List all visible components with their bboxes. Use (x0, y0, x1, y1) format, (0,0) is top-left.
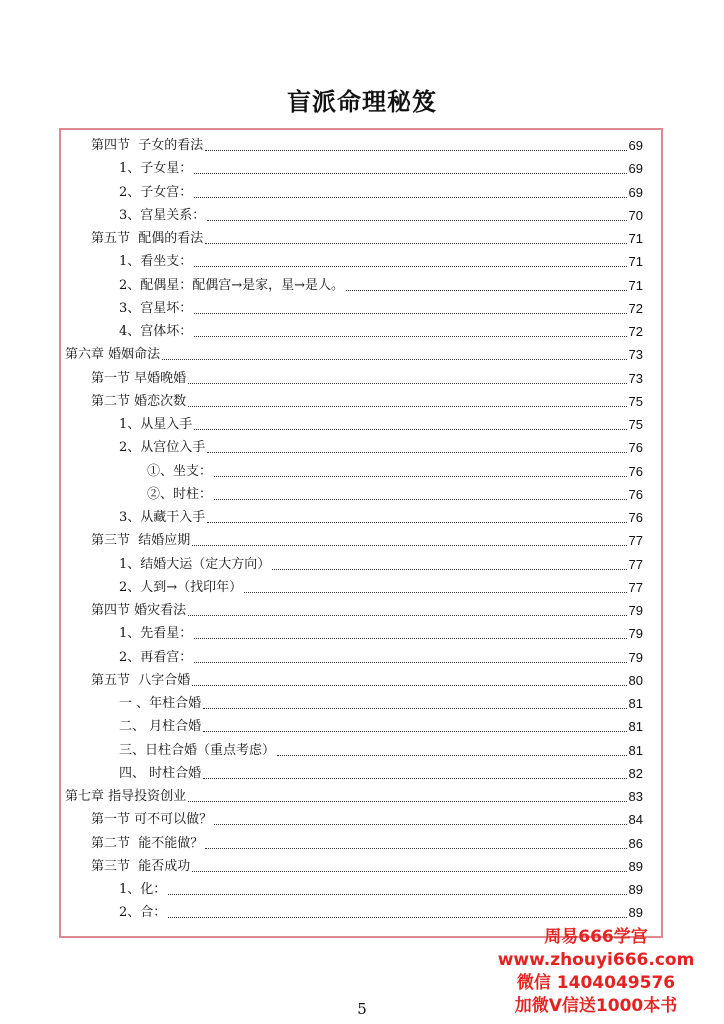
toc-leader-dots (162, 359, 626, 360)
watermark-line-2: www.zhouyi666.com (497, 950, 695, 970)
toc-entry-page: 71 (628, 277, 643, 293)
toc-leader-dots (207, 452, 626, 453)
watermark-line-3: 微信 1404049576 (516, 973, 676, 993)
toc-entry-label: 2、子女宫： (119, 184, 193, 200)
toc-leader-dots (203, 708, 626, 709)
toc-entry-page: 79 (628, 626, 643, 642)
toc-entry[interactable] (91, 855, 643, 875)
toc-leader-dots (214, 476, 627, 477)
toc-entry-label: 第四节 子女的看法 (91, 138, 204, 153)
toc-entry-page: 69 (628, 138, 643, 153)
toc-entry[interactable] (119, 762, 643, 782)
watermark-line-1: 周易666学宫 (544, 927, 648, 947)
toc-entry[interactable] (91, 529, 643, 549)
toc-entry-page: 81 (628, 719, 643, 735)
toc-entry-label: 第五节 配偶的看法 (91, 231, 204, 246)
toc-entry-label: 第一节 早婚晚婚 (91, 370, 187, 386)
toc-leader-dots (194, 638, 626, 639)
toc-entry-page: 72 (628, 324, 643, 339)
watermark-line-4: 加微V信送1000本书 (514, 996, 678, 1016)
toc-entry-label: ①、坐支： (147, 463, 213, 479)
toc-leader-dots (194, 197, 626, 198)
toc-entry-page: 79 (628, 603, 643, 618)
toc-entry-page: 71 (628, 231, 643, 246)
toc-entry[interactable] (91, 669, 643, 689)
toc-entry-page: 72 (628, 300, 643, 316)
toc-entry[interactable] (91, 367, 643, 387)
toc-entry-label: 2、合： (119, 905, 167, 921)
toc-entry-page: 83 (628, 789, 643, 804)
toc-leader-dots (277, 755, 627, 756)
toc-entry-label: 第五节 八字合婚 (91, 672, 191, 688)
toc-entry-label: 第六章 婚姻命法 (65, 347, 161, 363)
toc-leader-dots (205, 848, 626, 849)
toc-entry-label: 1、看坐支： (119, 254, 193, 270)
toc-entry[interactable] (119, 297, 643, 317)
toc-entry-label: 3、宫星关系： (119, 207, 206, 223)
toc-entry-label: 第二节 婚恋次数 (91, 393, 187, 409)
toc-entry-page: 69 (628, 184, 643, 200)
toc-leader-dots (203, 778, 626, 779)
toc-entry-page: 71 (628, 254, 643, 270)
toc-entry-page: 75 (628, 417, 643, 432)
toc-entry-page: 79 (628, 649, 643, 665)
toc-leader-dots (192, 685, 626, 686)
toc-entry-label: 1、子女星： (119, 161, 193, 177)
toc-entry[interactable] (119, 204, 643, 224)
toc-entry[interactable] (91, 227, 643, 247)
toc-entry[interactable] (91, 808, 643, 828)
toc-entry-label: 2、从宫位入手 (119, 440, 206, 456)
toc-entry-label: 2、配偶星：配偶宫→是家，星→是人。 (119, 277, 345, 293)
toc-leader-dots (188, 615, 626, 616)
toc-leader-dots (188, 383, 626, 384)
toc-entry-label: 3、宫星坏： (119, 300, 193, 316)
toc-leader-dots (194, 336, 626, 337)
toc-entry[interactable] (119, 715, 643, 735)
toc-entry-label: 三、日柱合婚（重点考虑） (119, 742, 276, 758)
toc-entry-page: 73 (628, 347, 643, 363)
toc-leader-dots (194, 173, 626, 174)
toc-leader-dots (214, 499, 627, 500)
toc-entry-label: 4、宫体坏： (119, 324, 193, 339)
toc-entry-label: ②、时柱： (147, 486, 213, 502)
toc-entry[interactable] (91, 832, 643, 852)
toc-entry[interactable] (119, 553, 643, 573)
toc-leader-dots (214, 824, 626, 825)
toc-leader-dots (205, 150, 626, 151)
toc-entry-page: 80 (628, 672, 643, 688)
toc-entry[interactable] (91, 599, 643, 619)
toc-entry-page: 70 (628, 207, 643, 223)
toc-leader-dots (194, 266, 626, 267)
toc-entry-page: 81 (628, 696, 643, 711)
toc-leader-dots (188, 406, 626, 407)
toc-entry[interactable] (119, 274, 643, 294)
toc-entry[interactable] (119, 250, 643, 270)
toc-entry-label: 1、结婚大运（定大方向） (119, 556, 271, 572)
toc-entry[interactable] (119, 413, 643, 433)
page-title: 盲派命理秘笈 (287, 87, 437, 116)
toc-entry-label: 第二节 能不能做？ (91, 835, 204, 851)
toc-entry-page: 77 (628, 579, 643, 595)
toc-entry[interactable] (119, 576, 643, 596)
toc-entry-label: 2、人到→（找印年） (119, 579, 243, 595)
toc-entry-label: 1、化： (119, 882, 167, 897)
toc-entry[interactable] (119, 692, 643, 712)
toc-entry-label: 二、 月柱合婚 (119, 719, 202, 735)
toc-entry-page: 76 (628, 463, 643, 479)
toc-leader-dots (272, 569, 626, 570)
toc-entry-label: 第三节 能否成功 (91, 858, 191, 874)
toc-entry-page: 81 (628, 742, 643, 758)
toc-entry-page: 86 (628, 835, 643, 851)
toc-entry[interactable] (119, 878, 643, 898)
toc-entry-label: 第七章 指导投资创业 (65, 789, 187, 804)
toc-entry[interactable] (65, 343, 643, 363)
toc-entry[interactable] (119, 622, 643, 642)
toc-entry-label: 第四节 婚灾看法 (91, 603, 187, 618)
toc-entry[interactable] (119, 320, 643, 340)
toc-leader-dots (205, 243, 626, 244)
toc-leader-dots (346, 290, 626, 291)
toc-entry[interactable] (119, 506, 643, 526)
toc-entry-page: 76 (628, 510, 643, 525)
toc-entry[interactable] (119, 901, 643, 921)
toc-entry-label: 一 、年柱合婚 (119, 696, 202, 711)
toc-leader-dots (192, 545, 626, 546)
toc-leader-dots (194, 313, 626, 314)
toc-entry[interactable] (91, 134, 643, 154)
page-number: 5 (357, 1000, 367, 1018)
toc-entry-page: 89 (628, 858, 643, 874)
toc-entry[interactable] (119, 739, 643, 759)
toc-entry-label: 1、先看星： (119, 626, 193, 642)
toc-entry-label: 1、从星入手 (119, 417, 193, 432)
toc-leader-dots (194, 662, 626, 663)
toc-leader-dots (188, 801, 626, 802)
toc-entry-label: 四、 时柱合婚 (119, 765, 202, 781)
toc-entry-page: 73 (628, 370, 643, 386)
toc-leader-dots (194, 429, 626, 430)
toc-leader-dots (192, 871, 626, 872)
toc-entry-page: 76 (628, 486, 643, 502)
toc-leader-dots (207, 522, 626, 523)
toc-entry[interactable] (91, 390, 643, 410)
toc-leader-dots (168, 894, 626, 895)
toc-entry[interactable] (147, 460, 643, 480)
toc-entry[interactable] (147, 483, 643, 503)
toc-entry[interactable] (119, 646, 643, 666)
table-of-contents (59, 128, 663, 938)
toc-entry-label: 第三节 结婚应期 (91, 533, 191, 549)
toc-entry-label: 第一节 可不可以做？ (91, 812, 213, 828)
toc-entry-page: 89 (628, 882, 643, 897)
toc-entry-page: 82 (628, 765, 643, 781)
toc-leader-dots (168, 917, 626, 918)
toc-entry-page: 75 (628, 393, 643, 409)
toc-entry-label: 3、从藏干入手 (119, 510, 206, 525)
toc-entry-page: 77 (628, 533, 643, 549)
toc-leader-dots (244, 592, 626, 593)
toc-entry[interactable] (119, 157, 643, 177)
toc-entry-page: 89 (628, 905, 643, 921)
toc-entry-page: 84 (628, 812, 643, 828)
toc-entry[interactable] (119, 181, 643, 201)
toc-entry[interactable] (119, 436, 643, 456)
toc-entry[interactable] (65, 785, 643, 805)
toc-entry-page: 69 (628, 161, 643, 177)
toc-entry-label: 2、再看宫： (119, 649, 193, 665)
toc-leader-dots (203, 731, 626, 732)
toc-leader-dots (207, 220, 626, 221)
toc-entry-page: 76 (628, 440, 643, 456)
toc-entry-page: 77 (628, 556, 643, 572)
